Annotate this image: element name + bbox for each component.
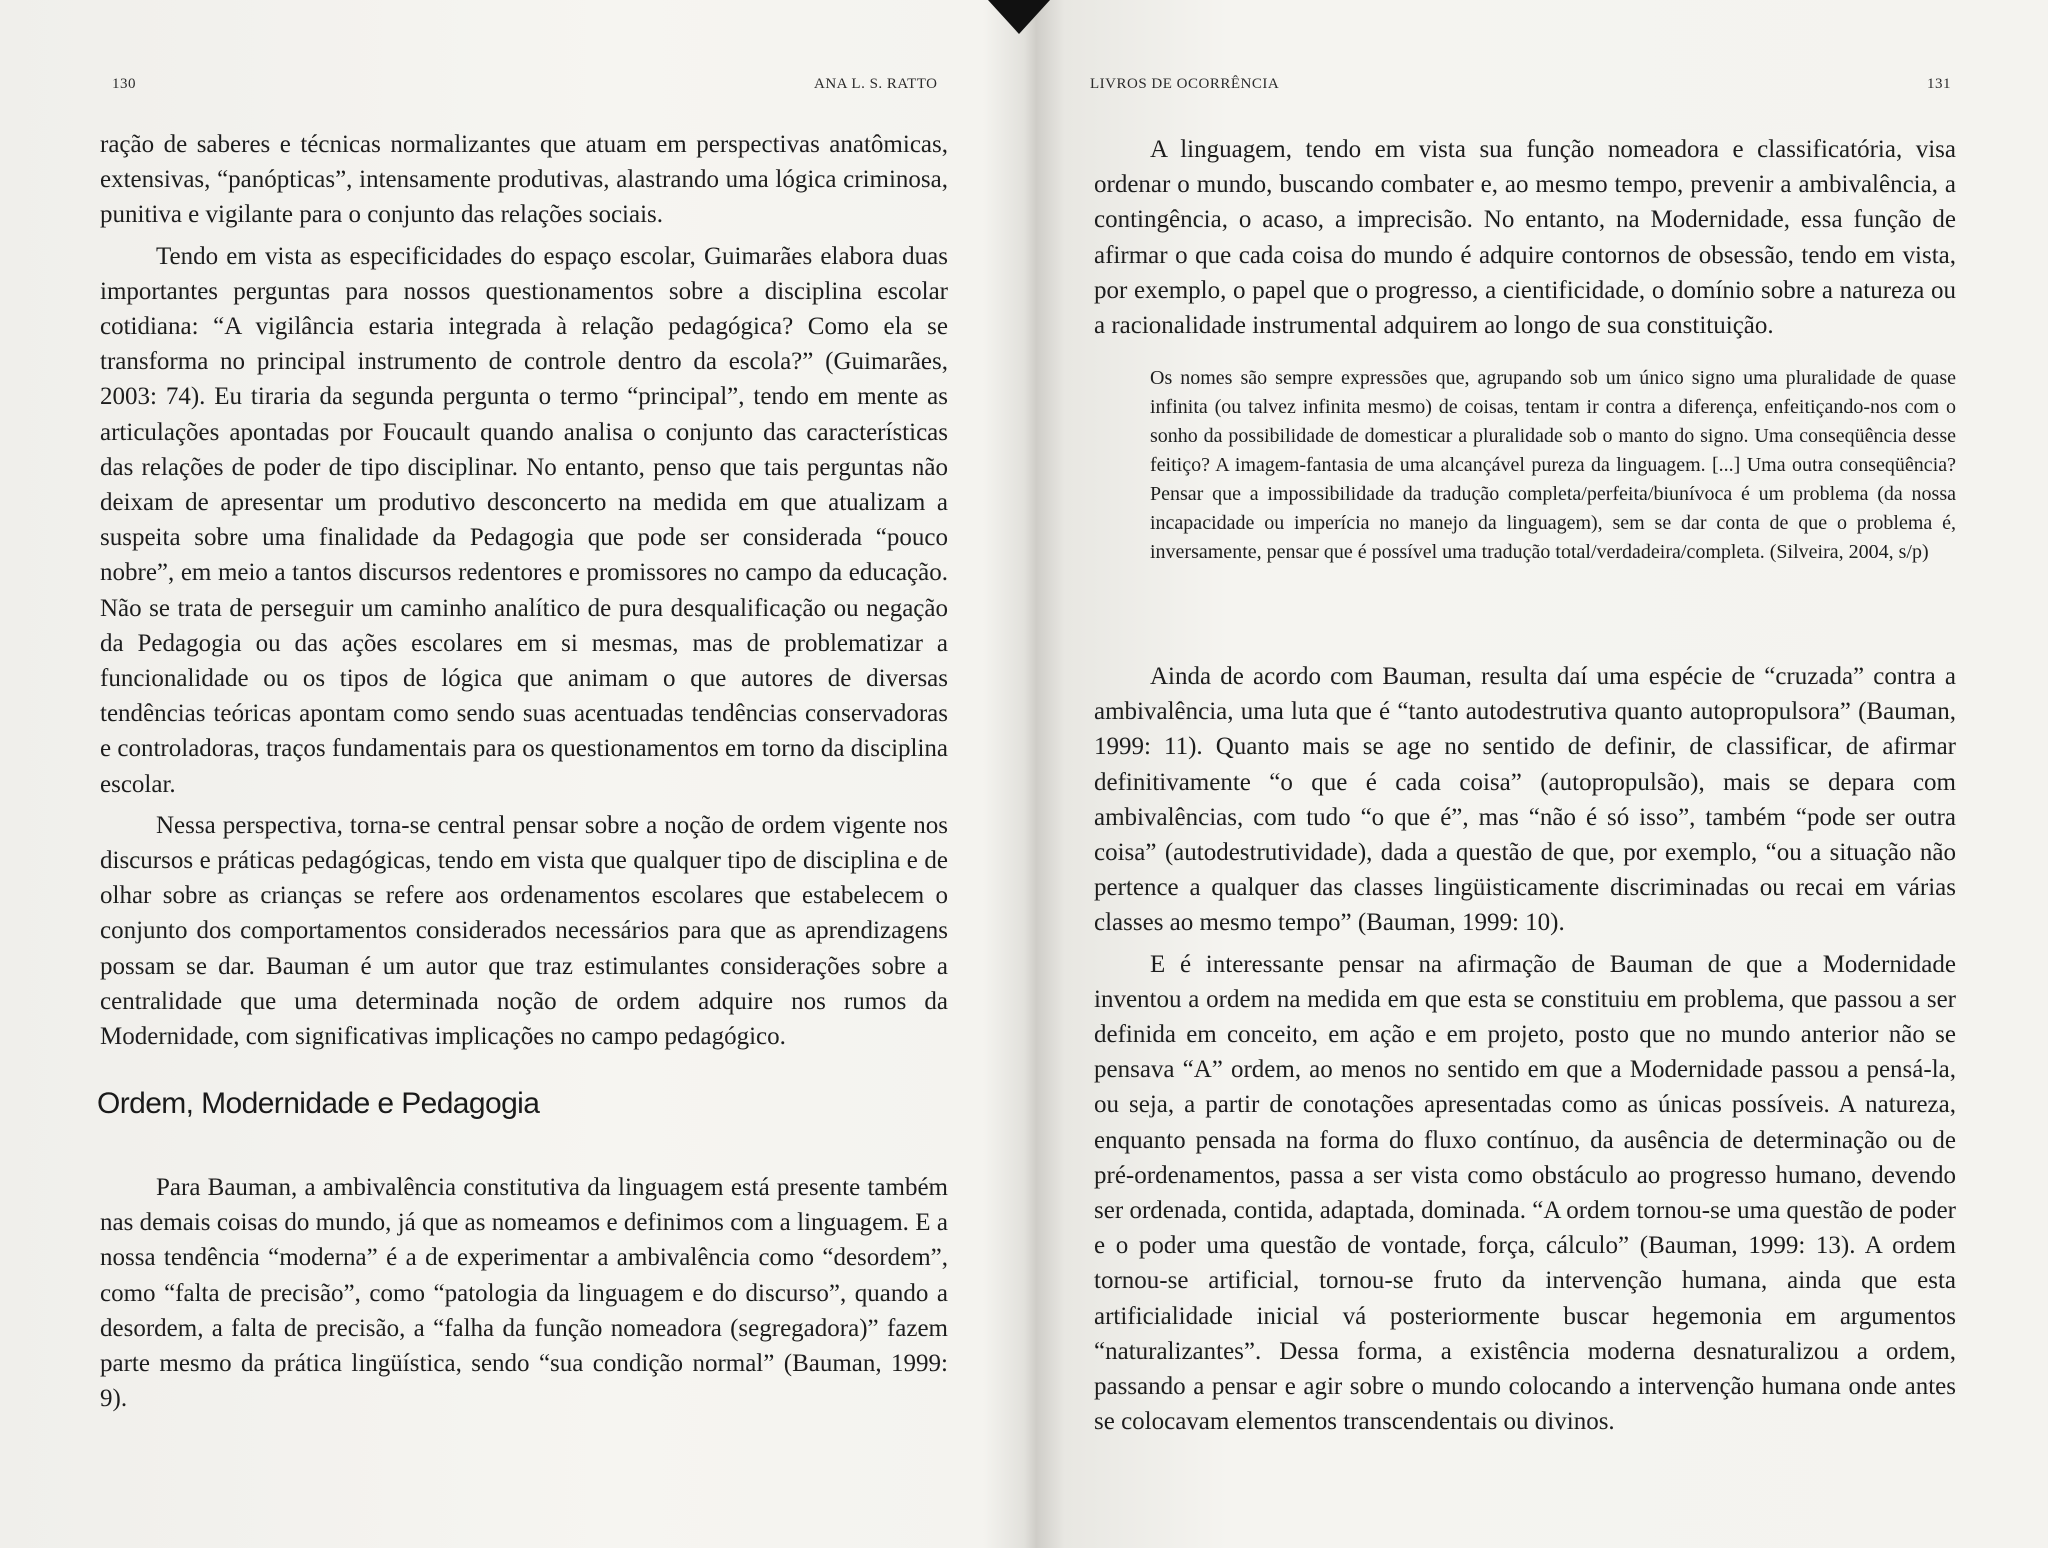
body-text bbox=[1094, 132, 1956, 349]
running-head: LIVROS DE OCORRÊNCIA bbox=[1090, 76, 1280, 92]
section-body bbox=[100, 1170, 948, 1422]
block-quote: Os nomes são sempre expressões que, agrupando sob um único signo uma pluralidade de quase infinita (ou talvez infinita mesmo) de coisas, tentam ir contra a diferença, enfeitiçando-nos com o sonho da possibilidade de domesticar a pluralidade sob o manto do signo. Uma conseqüência desse feitiço? A imagem-fantasia de uma alcançável pureza da linguagem. [...] Uma outra conseqüência? Pensar que a impossibilidade da tradução completa/perfeita/biunívoca é um problema (da nossa incapacidade ou imperícia no manejo da linguagem), sem se dar conta de que o problema é, inversamente, pensar que é possível uma tradução total/verdadeira/completa. (Silveira, 2004, s/p) bbox=[1150, 367, 1956, 563]
paragraph: Nessa perspectiva, torna-se central pensar sobre a noção de ordem vigente nos discursos e práticas pedagógicas, tendo em vista que qualquer tipo de disciplina e de olhar sobre as crianças se refere aos ordenamentos escolares que estabelecem o conjunto dos comportamentos considerados necessários para que as aprendizagens possam se dar. Bauman é um autor que traz estimulantes considerações sobre a centralidade que uma determinada noção de ordem adquire nos rumos da Modernidade, com significativas implicações no campo pedagógico. bbox=[100, 811, 948, 1051]
page-number: 131 bbox=[1927, 76, 1951, 92]
paragraph: Para Bauman, a ambivalência constitutiva da linguagem está presente também nas demais coisas do mundo, já que as nomeamos e definimos com a linguagem. E a nossa tendência “moderna” é a de experimentar a ambivalência como “desordem”, como “falta de precisão”, como “patologia da linguagem e do discurso”, quando a desordem, a falta de precisão, a “falha da função nomeadora (segregadora)” fazem parte mesmo da prática lingüística, sendo “sua condição normal” (Bauman, 1999: 9). bbox=[100, 1174, 948, 1413]
paragraph: ração de saberes e técnicas normalizantes que atuam em perspectivas anatômicas, extensivas, “panópticas”, intensamente produtivas, alastrando uma lógica criminosa, punitiva e vigilante para o conjunto das relações sociais. bbox=[100, 131, 948, 229]
section-title: Ordem, Modernidade e Pedagogia bbox=[97, 1087, 540, 1120]
body-text bbox=[100, 127, 948, 1060]
paragraph: E é interessante pensar na afirmação de Bauman de que a Modernidade inventou a ordem na medida em que esta se constituiu em problema, que passou a ser definida em conceito, em ação e em projeto, posto que no mundo anterior não se pensava “A” ordem, ao menos no sentido em que a Modernidade passou a pensá-la, ou seja, a partir de conotações apresentadas como as únicas possíveis. A natureza, enquanto pensada na forma do fluxo contínuo, da ausência de determinação ou de pré-ordenamentos, passa a ser vista como obstáculo ao progresso humano, devendo ser ordenada, contida, adaptada, dominada. “A ordem tornou-se uma questão de poder e o poder uma questão de vontade, força, cálculo” (Bauman, 1999: 13). A ordem tornou-se artificial, tornou-se fruto da intervenção humana, ainda que esta artificialidade inicial vá posteriormente buscar hegemonia em argumentos “naturalizantes”. Dessa forma, a existência moderna desnaturalizou a ordem, passando a pensar e agir sobre o mundo colocando a intervenção humana onde antes se colocavam elementos transcendentais ou divinos. bbox=[1094, 950, 1956, 1436]
left-page bbox=[0, 0, 1000, 1548]
body-text-continued bbox=[1094, 659, 1956, 1445]
paragraph: Tendo em vista as especificidades do espaço escolar, Guimarães elabora duas importantes perguntas para nossos questionamentos sobre a disciplina escolar cotidiana: “A vigilância estaria integrada à relação pedagógica? Como ela se transforma no principal instrumento de controle dentro da escola?” (Guimarães, 2003: 74). Eu tiraria da segunda pergunta o termo “principal”, tendo em mente as articulações apontadas por Foucault quando analisa o conjunto das características das relações de poder de tipo disciplinar. No entanto, penso que tais perguntas não deixam de apresentar um produtivo desconcerto na medida em que atualizam a suspeita sobre uma finalidade da Pedagogia que pode ser considerada “pouco nobre”, em meio a tantos discursos redentores e promissores no campo da educação. Não se trata de perseguir um caminho analítico de pura desqualificação ou negação da Pedagogia ou das ações escolares em si mesmas, mas de problematizar a funcionalidade ou os tipos de lógica que animam o que autores de diversas tendências teóricas apontam como sendo suas acentuadas tendências conservadoras e controladoras, traços fundamentais para os questionamentos em torno da disciplina escolar. bbox=[100, 242, 948, 798]
page-number: 130 bbox=[112, 76, 136, 92]
running-head: ANA L. S. RATTO bbox=[814, 76, 938, 92]
paragraph: Ainda de acordo com Bauman, resulta daí uma espécie de “cruzada” contra a ambivalência, uma luta que é “tanto autodestrutiva quanto autopropulsora” (Bauman, 1999: 11). Quanto mais se age no sentido de definir, de classificar, de afirmar definitivamente “o que é cada coisa” (autopropulsão), mais se depara com ambivalências, com tudo “o que é”, mas “não é só isso”, também “pode ser outra coisa” (autodestrutividade), dada a questão de que, por exemplo, “ou a situação não pertence a qualquer das classes lingüisticamente discriminadas ou recai em várias classes ao mesmo tempo” (Bauman, 1999: 10). bbox=[1094, 663, 1956, 937]
paragraph: A linguagem, tendo em vista sua função nomeadora e classificatória, visa ordenar o mundo, buscando combater e, ao mesmo tempo, prevenir a ambivalência, a contingência, o acaso, a imprecisão. No entanto, na Modernidade, essa função de afirmar o que cada coisa do mundo é adquire contornos de obsessão, tendo em vista, por exemplo, o papel que o progresso, a cientificidade, o domínio sobre a natureza ou a racionalidade instrumental adquirem ao longo de sua constituição. bbox=[1094, 136, 1956, 340]
right-page bbox=[1020, 0, 2048, 1548]
